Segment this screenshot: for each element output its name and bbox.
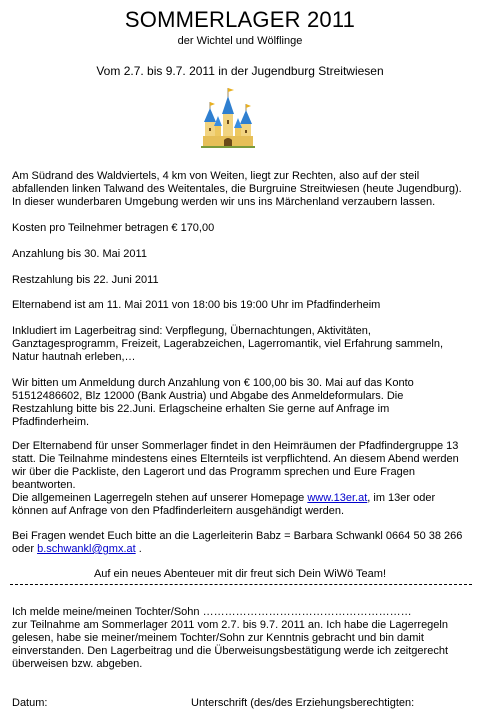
closing-text: Auf ein neues Abenteuer mit dir freut sich Dein WiWö Team! <box>93 568 387 580</box>
balance-text: Restzahlung bis 22. Juni 2011 <box>12 274 159 286</box>
rules-line <box>12 492 472 505</box>
registration-line: Restzahlung bitte bis 22.Juni. Erlagscheine erhalten Sie gerne auf Anfrage im <box>12 403 390 415</box>
rules-line-2: können auf Anfrage von den Pfadfinderleitern ausgehändigt werden. <box>12 505 345 517</box>
declaration-line: gelesen, habe sie meiner/meinem Tochter/Sohn zur Kenntnis gebracht und bin damit <box>12 632 424 644</box>
email-link[interactable]: b.schwankl@gmx.at <box>37 543 136 555</box>
intro-line: abfallenden linken Talwand des Weitentales, die Burgruine Streitwiesen (heute Jugendburg). <box>12 183 462 195</box>
castle-icon <box>198 86 258 150</box>
cut-line-divider <box>10 584 472 585</box>
info-line: beantworten. <box>12 479 76 491</box>
questions-suffix: . <box>135 543 142 555</box>
questions-line: Bei Fragen wendet Euch bitte an die Lagerleiterin Babz = Barbara Schwankl 0664 50 38 266 <box>12 530 463 542</box>
rules-prefix: Die allgemeinen Lagerregeln stehen auf unserer Homepage <box>12 492 308 504</box>
declaration-line: überweisen bzw. abgeben. <box>12 658 143 670</box>
camp-dates: Vom 2.7. bis 9.7. 2011 in der Jugendburg Streitwiesen <box>96 64 384 78</box>
intro-line: In dieser wunderbaren Umgebung werden wir uns ins Märchenland verzaubern lassen. <box>12 196 436 208</box>
questions-email-line <box>12 543 472 556</box>
registration-line: 51512486602, Blz 12000 (Bank Austria) und Abgabe des Anmeldeformulars. Die <box>12 390 404 402</box>
info-line: Der Elternabend für unser Sommerlager findet in den Heimräumen der Pfadfindergruppe 13 <box>12 440 459 452</box>
cost-text: Kosten pro Teilnehmer betragen € 170,00 <box>12 222 215 234</box>
intro-line: Am Südrand des Waldviertels, 4 km von Weiten, liegt zur Rechten, also auf der steil <box>12 170 420 182</box>
declaration-line: einverstanden. Den Lagerbeitrag und die Überweisungsbestätigung werde ich zeitgerecht <box>12 645 448 657</box>
page-title: SOMMERLAGER 2011 <box>124 7 356 32</box>
page-subtitle: der Wichtel und Wölflinge <box>177 35 303 47</box>
form-child-line: Ich melde meine/meinen Tochter/Sohn ………………………………………………… <box>12 606 412 618</box>
info-line: statt. Die Teilnahme mindestens eines Elternteils ist verpflichtend. An diesem Abend werden <box>12 453 459 465</box>
parents-evening-text: Elternabend ist am 11. Mai 2011 von 18:00 bis 19:00 Uhr im Pfadfinderheim <box>12 299 381 311</box>
deposit-text: Anzahlung bis 30. Mai 2011 <box>12 248 147 260</box>
signature-label: Unterschrift (des/des Erziehungsberechtigten: <box>191 697 415 709</box>
included-line: Ganztagesprogramm, Freizeit, Lagerabzeichen, Lagerromantik, viel Erfahrung sammeln, <box>12 338 444 350</box>
rules-suffix: , im 13er oder <box>367 492 436 504</box>
date-label: Datum: <box>12 697 48 709</box>
info-line: wir über die Packliste, den Lagerort und das Programm sprechen und Eure Fragen <box>12 466 415 478</box>
registration-line: Wir bitten um Anmeldung durch Anzahlung von € 100,00 bis 30. Mai auf das Konto <box>12 377 414 389</box>
included-line: Natur hautnah erleben,… <box>12 351 136 363</box>
homepage-link[interactable]: www.13er.at <box>307 492 368 504</box>
questions-prefix: oder <box>12 543 38 555</box>
registration-line: Pfadfinderheim. <box>12 416 90 428</box>
included-line: Inkludiert im Lagerbeitrag sind: Verpflegung, Übernachtungen, Aktivitäten, <box>12 325 371 337</box>
declaration-line: zur Teilnahme am Sommerlager 2011 vom 2.7. bis 9.7. 2011 an. Ich habe die Lagerregeln <box>12 619 448 631</box>
